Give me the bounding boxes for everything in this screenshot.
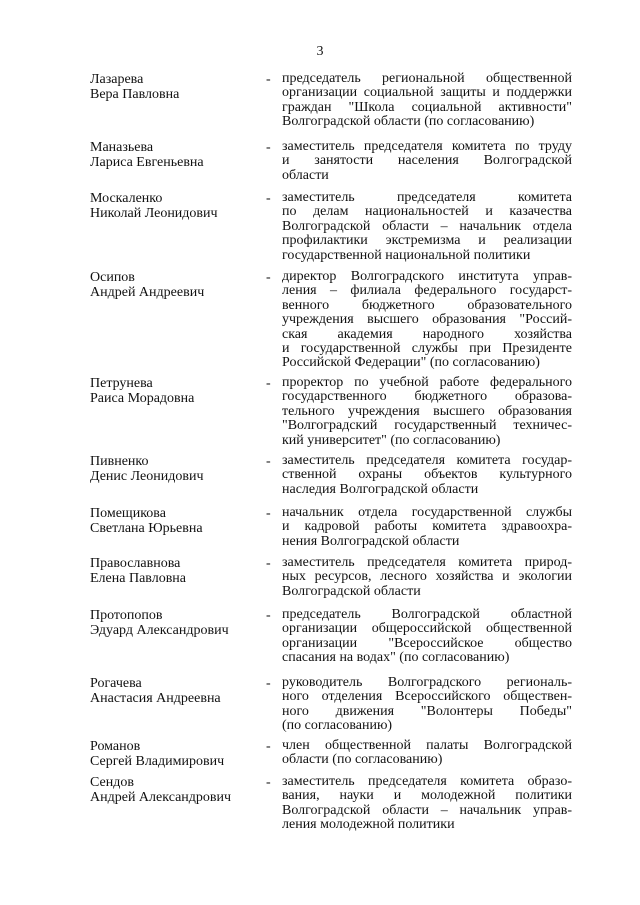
separator-dash: - bbox=[266, 775, 271, 790]
member-given-names: Светлана Юрьевна bbox=[90, 521, 203, 536]
role-line: член общественной палаты Волгоградской bbox=[282, 738, 572, 753]
role-line: и кадровой работы комитета здравоохра- bbox=[282, 519, 572, 535]
role-line: заместитель председателя комитета природ- bbox=[282, 555, 572, 570]
member-role bbox=[282, 72, 572, 130]
member-role bbox=[282, 454, 572, 497]
page-number: 3 bbox=[316, 44, 324, 59]
role-line: (по согласованию) bbox=[282, 718, 393, 734]
role-line: кий университет" (по согласованию) bbox=[282, 432, 501, 448]
role-line: ного отделения Всероссийского обществен- bbox=[282, 689, 572, 705]
member-name bbox=[90, 608, 260, 638]
member-surname: Лазарева bbox=[90, 72, 144, 87]
separator-dash: - bbox=[266, 676, 271, 691]
role-line: наследия Волгоградской области bbox=[282, 481, 479, 497]
role-line: ных ресурсов, лесного хозяйства и экологии bbox=[282, 569, 572, 585]
role-line: Волгоградской области – начальник отдела bbox=[282, 218, 572, 234]
role-line: начальник отдела государственной службы bbox=[282, 505, 572, 520]
member-given-names: Лариса Евгеньевна bbox=[90, 155, 204, 170]
member-surname: Помещикова bbox=[90, 506, 166, 521]
member-given-names: Андрей Андреевич bbox=[90, 285, 205, 300]
role-line: директор Волгоградского института управ- bbox=[282, 269, 572, 284]
member-given-names: Денис Леонидович bbox=[90, 469, 204, 484]
member-name bbox=[90, 556, 260, 586]
role-line: по делам национальностей и казачества bbox=[282, 204, 572, 220]
member-given-names: Николай Леонидович bbox=[90, 206, 218, 221]
role-line: руководитель Волгоградского региональ- bbox=[282, 675, 572, 690]
role-line: профилактики экстремизма и реализации bbox=[282, 233, 572, 249]
separator-dash: - bbox=[266, 270, 271, 285]
role-line: Волгоградской области (по согласованию) bbox=[282, 114, 535, 130]
role-line: ного движения "Волонтеры Победы" bbox=[282, 703, 572, 719]
role-line: учреждения высшего образования "Россий- bbox=[282, 312, 572, 328]
separator-dash: - bbox=[266, 140, 271, 155]
role-line: "Волгоградский государственный техничес- bbox=[282, 418, 572, 434]
member-given-names: Елена Павловна bbox=[90, 571, 187, 586]
member-surname: Протопопов bbox=[90, 608, 163, 623]
role-line: нения Волгоградской области bbox=[282, 533, 460, 549]
role-line: ственной охраны объектов культурного bbox=[282, 467, 572, 483]
role-line: государственного бюджетного образова- bbox=[282, 389, 572, 405]
member-name bbox=[90, 739, 260, 769]
member-given-names: Вера Павловна bbox=[90, 87, 180, 102]
role-line: организации общероссийской общественной bbox=[282, 621, 572, 637]
member-surname: Маназьева bbox=[90, 140, 154, 155]
member-surname: Петрунева bbox=[90, 376, 153, 391]
role-line: организации социальной защиты и поддержки bbox=[282, 85, 572, 101]
role-line: тельного учреждения высшего образования bbox=[282, 403, 572, 419]
role-line: Российской Федерации" (по согласованию) bbox=[282, 355, 540, 371]
member-given-names: Анастасия Андреевна bbox=[90, 691, 221, 706]
role-line: Волгоградской области – начальник управ- bbox=[282, 802, 572, 818]
role-line: спасания на водах" (по согласованию) bbox=[282, 650, 510, 666]
role-line: венного бюджетного образовательного bbox=[282, 297, 572, 313]
separator-dash: - bbox=[266, 72, 271, 87]
member-surname: Москаленко bbox=[90, 191, 163, 206]
role-line: вания, науки и молодежной политики bbox=[282, 788, 572, 804]
member-role bbox=[282, 191, 572, 263]
member-role bbox=[282, 608, 572, 666]
separator-dash: - bbox=[266, 608, 271, 623]
role-line: и занятости населения Волгоградской bbox=[282, 153, 572, 169]
role-line: председатель региональной общественной bbox=[282, 71, 572, 86]
member-surname: Рогачева bbox=[90, 676, 142, 691]
member-name bbox=[90, 191, 260, 221]
role-line: заместитель председателя комитета по труду bbox=[282, 139, 572, 154]
role-line: организации "Всероссийское общество bbox=[282, 635, 572, 651]
member-given-names: Андрей Александрович bbox=[90, 790, 232, 805]
member-name bbox=[90, 775, 260, 805]
role-line: проректор по учебной работе федерального bbox=[282, 375, 572, 390]
role-line: граждан "Школа социальной активности" bbox=[282, 99, 572, 115]
role-line: заместитель председателя комитета bbox=[282, 190, 572, 205]
member-role bbox=[282, 140, 572, 183]
member-name bbox=[90, 676, 260, 706]
member-name bbox=[90, 454, 260, 484]
separator-dash: - bbox=[266, 191, 271, 206]
role-line: ления молодежной политики bbox=[282, 817, 455, 833]
role-line: государственной национальной политики bbox=[282, 247, 531, 263]
member-name bbox=[90, 506, 260, 536]
role-line: заместитель председателя комитета государ- bbox=[282, 453, 572, 468]
member-name bbox=[90, 270, 260, 300]
member-role bbox=[282, 739, 572, 768]
member-given-names: Эдуард Александрович bbox=[90, 623, 229, 638]
role-line: области bbox=[282, 167, 329, 183]
member-role bbox=[282, 556, 572, 599]
separator-dash: - bbox=[266, 556, 271, 571]
separator-dash: - bbox=[266, 739, 271, 754]
member-name bbox=[90, 140, 260, 170]
member-surname: Осипов bbox=[90, 270, 135, 285]
member-surname: Романов bbox=[90, 739, 141, 754]
member-role bbox=[282, 775, 572, 833]
member-surname: Пивненко bbox=[90, 454, 149, 469]
separator-dash: - bbox=[266, 454, 271, 469]
role-line: ления – филиала федерального государст- bbox=[282, 283, 572, 299]
member-given-names: Сергей Владимирович bbox=[90, 754, 225, 769]
member-surname: Православнова bbox=[90, 556, 181, 571]
role-line: области (по согласованию) bbox=[282, 752, 443, 768]
role-line: заместитель председателя комитета образо- bbox=[282, 774, 572, 789]
member-name bbox=[90, 376, 260, 406]
member-given-names: Раиса Морадовна bbox=[90, 391, 195, 406]
member-role bbox=[282, 506, 572, 549]
member-role bbox=[282, 676, 572, 734]
role-line: и государственной службы при Президенте bbox=[282, 340, 572, 356]
member-name bbox=[90, 72, 260, 102]
member-surname: Сендов bbox=[90, 775, 134, 790]
role-line: ская академия народного хозяйства bbox=[282, 326, 572, 342]
separator-dash: - bbox=[266, 506, 271, 521]
member-role bbox=[282, 376, 572, 448]
role-line: Волгоградской области bbox=[282, 583, 421, 599]
role-line: председатель Волгоградской областной bbox=[282, 607, 572, 622]
separator-dash: - bbox=[266, 376, 271, 391]
member-role bbox=[282, 270, 572, 371]
